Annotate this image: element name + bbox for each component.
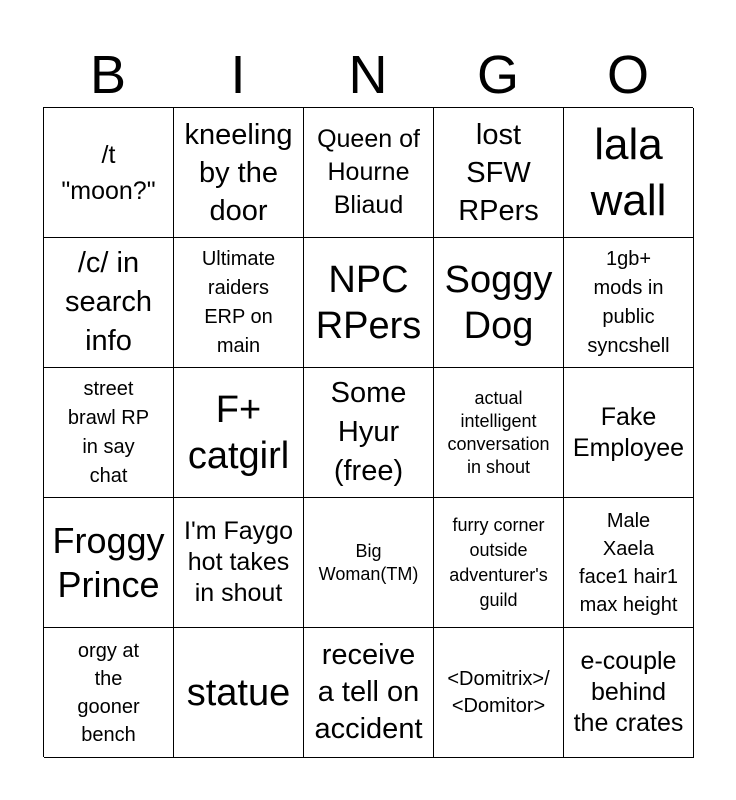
bingo-cell-r4-c4[interactable]: [434, 498, 564, 628]
bingo-cell-text: Fake Employee: [572, 402, 685, 462]
bingo-cell-r5-c3[interactable]: [304, 628, 434, 758]
bingo-cell-r2-c5[interactable]: [564, 238, 694, 368]
bingo-cell-text: NPC RPers: [315, 258, 422, 347]
bingo-cell-text: F+ catgirl: [187, 388, 290, 477]
header-letter-o: O: [606, 45, 649, 105]
bingo-cell-text: Male Xaela face1 hair1 max height: [579, 509, 678, 616]
bingo-cell-r3-c5[interactable]: [564, 368, 694, 498]
bingo-cell-text: furry corner outside adventurer's guild: [449, 514, 548, 610]
header-letter-n: N: [348, 45, 388, 105]
bingo-cell-text: I'm Faygo hot takes in shout: [184, 517, 293, 607]
bingo-cell-text: 1gb+ mods in public syncshell: [587, 247, 670, 357]
bingo-cell-text: /c/ in search info: [64, 247, 153, 357]
bingo-cell-text: Big Woman(TM): [318, 540, 419, 584]
header-letter-b: B: [89, 45, 127, 105]
bingo-cell-text: orgy at the gooner bench: [77, 639, 140, 746]
bingo-cell-r1-c2[interactable]: [174, 108, 304, 238]
bingo-header: [43, 44, 693, 106]
bingo-cell-r2-c1[interactable]: [44, 238, 174, 368]
bingo-cell-r5-c2[interactable]: [174, 628, 304, 758]
bingo-cell-r3-c3[interactable]: [304, 368, 434, 498]
bingo-cell-r1-c4[interactable]: [434, 108, 564, 238]
bingo-cell-text: street brawl RP in say chat: [67, 377, 150, 487]
bingo-cell-r3-c4[interactable]: [434, 368, 564, 498]
bingo-cell-r4-c1[interactable]: [44, 498, 174, 628]
header-letter-i: I: [230, 45, 246, 105]
bingo-cell-r4-c2[interactable]: [174, 498, 304, 628]
bingo-cell-r2-c2[interactable]: [174, 238, 304, 368]
bingo-cell-text: lost SFW RPers: [458, 118, 539, 227]
bingo-cell-text: Froggy Prince: [52, 519, 165, 605]
bingo-cell-r2-c4[interactable]: [434, 238, 564, 368]
bingo-cell-r4-c3[interactable]: [304, 498, 434, 628]
bingo-cell-text: <Domitrix>/ <Domitor>: [447, 667, 550, 717]
bingo-cell-text: actual intelligent conversation in shout: [447, 387, 550, 477]
bingo-cell-r1-c3[interactable]: [304, 108, 434, 238]
bingo-cell-text: receive a tell on accident: [314, 639, 423, 745]
bingo-cell-r1-c5[interactable]: [564, 108, 694, 238]
bingo-cell-r2-c3[interactable]: [304, 238, 434, 368]
bingo-cell-text: Ultimate raiders ERP on main: [201, 247, 276, 357]
bingo-cell-text: Some Hyur (free): [330, 377, 407, 487]
bingo-cell-r4-c5[interactable]: [564, 498, 694, 628]
bingo-cell-text: lala wall: [590, 119, 667, 225]
bingo-grid: [43, 107, 693, 757]
bingo-cell-r3-c1[interactable]: [44, 368, 174, 498]
bingo-cell-text: kneeling by the door: [184, 118, 293, 227]
bingo-cell-r1-c1[interactable]: [44, 108, 174, 238]
bingo-cell-r5-c5[interactable]: [564, 628, 694, 758]
bingo-cell-text: Queen of Hourne Bliaud: [317, 125, 420, 219]
bingo-cell-text: statue: [186, 671, 291, 714]
bingo-cell-r5-c4[interactable]: [434, 628, 564, 758]
header-letter-g: G: [476, 45, 519, 105]
bingo-cell-r3-c2[interactable]: [174, 368, 304, 498]
bingo-cell-text: Soggy Dog: [444, 258, 553, 347]
bingo-cell-r5-c1[interactable]: [44, 628, 174, 758]
bingo-cell-text: e-couple behind the crates: [573, 647, 684, 737]
bingo-cell-text: /t "moon?": [61, 140, 156, 205]
